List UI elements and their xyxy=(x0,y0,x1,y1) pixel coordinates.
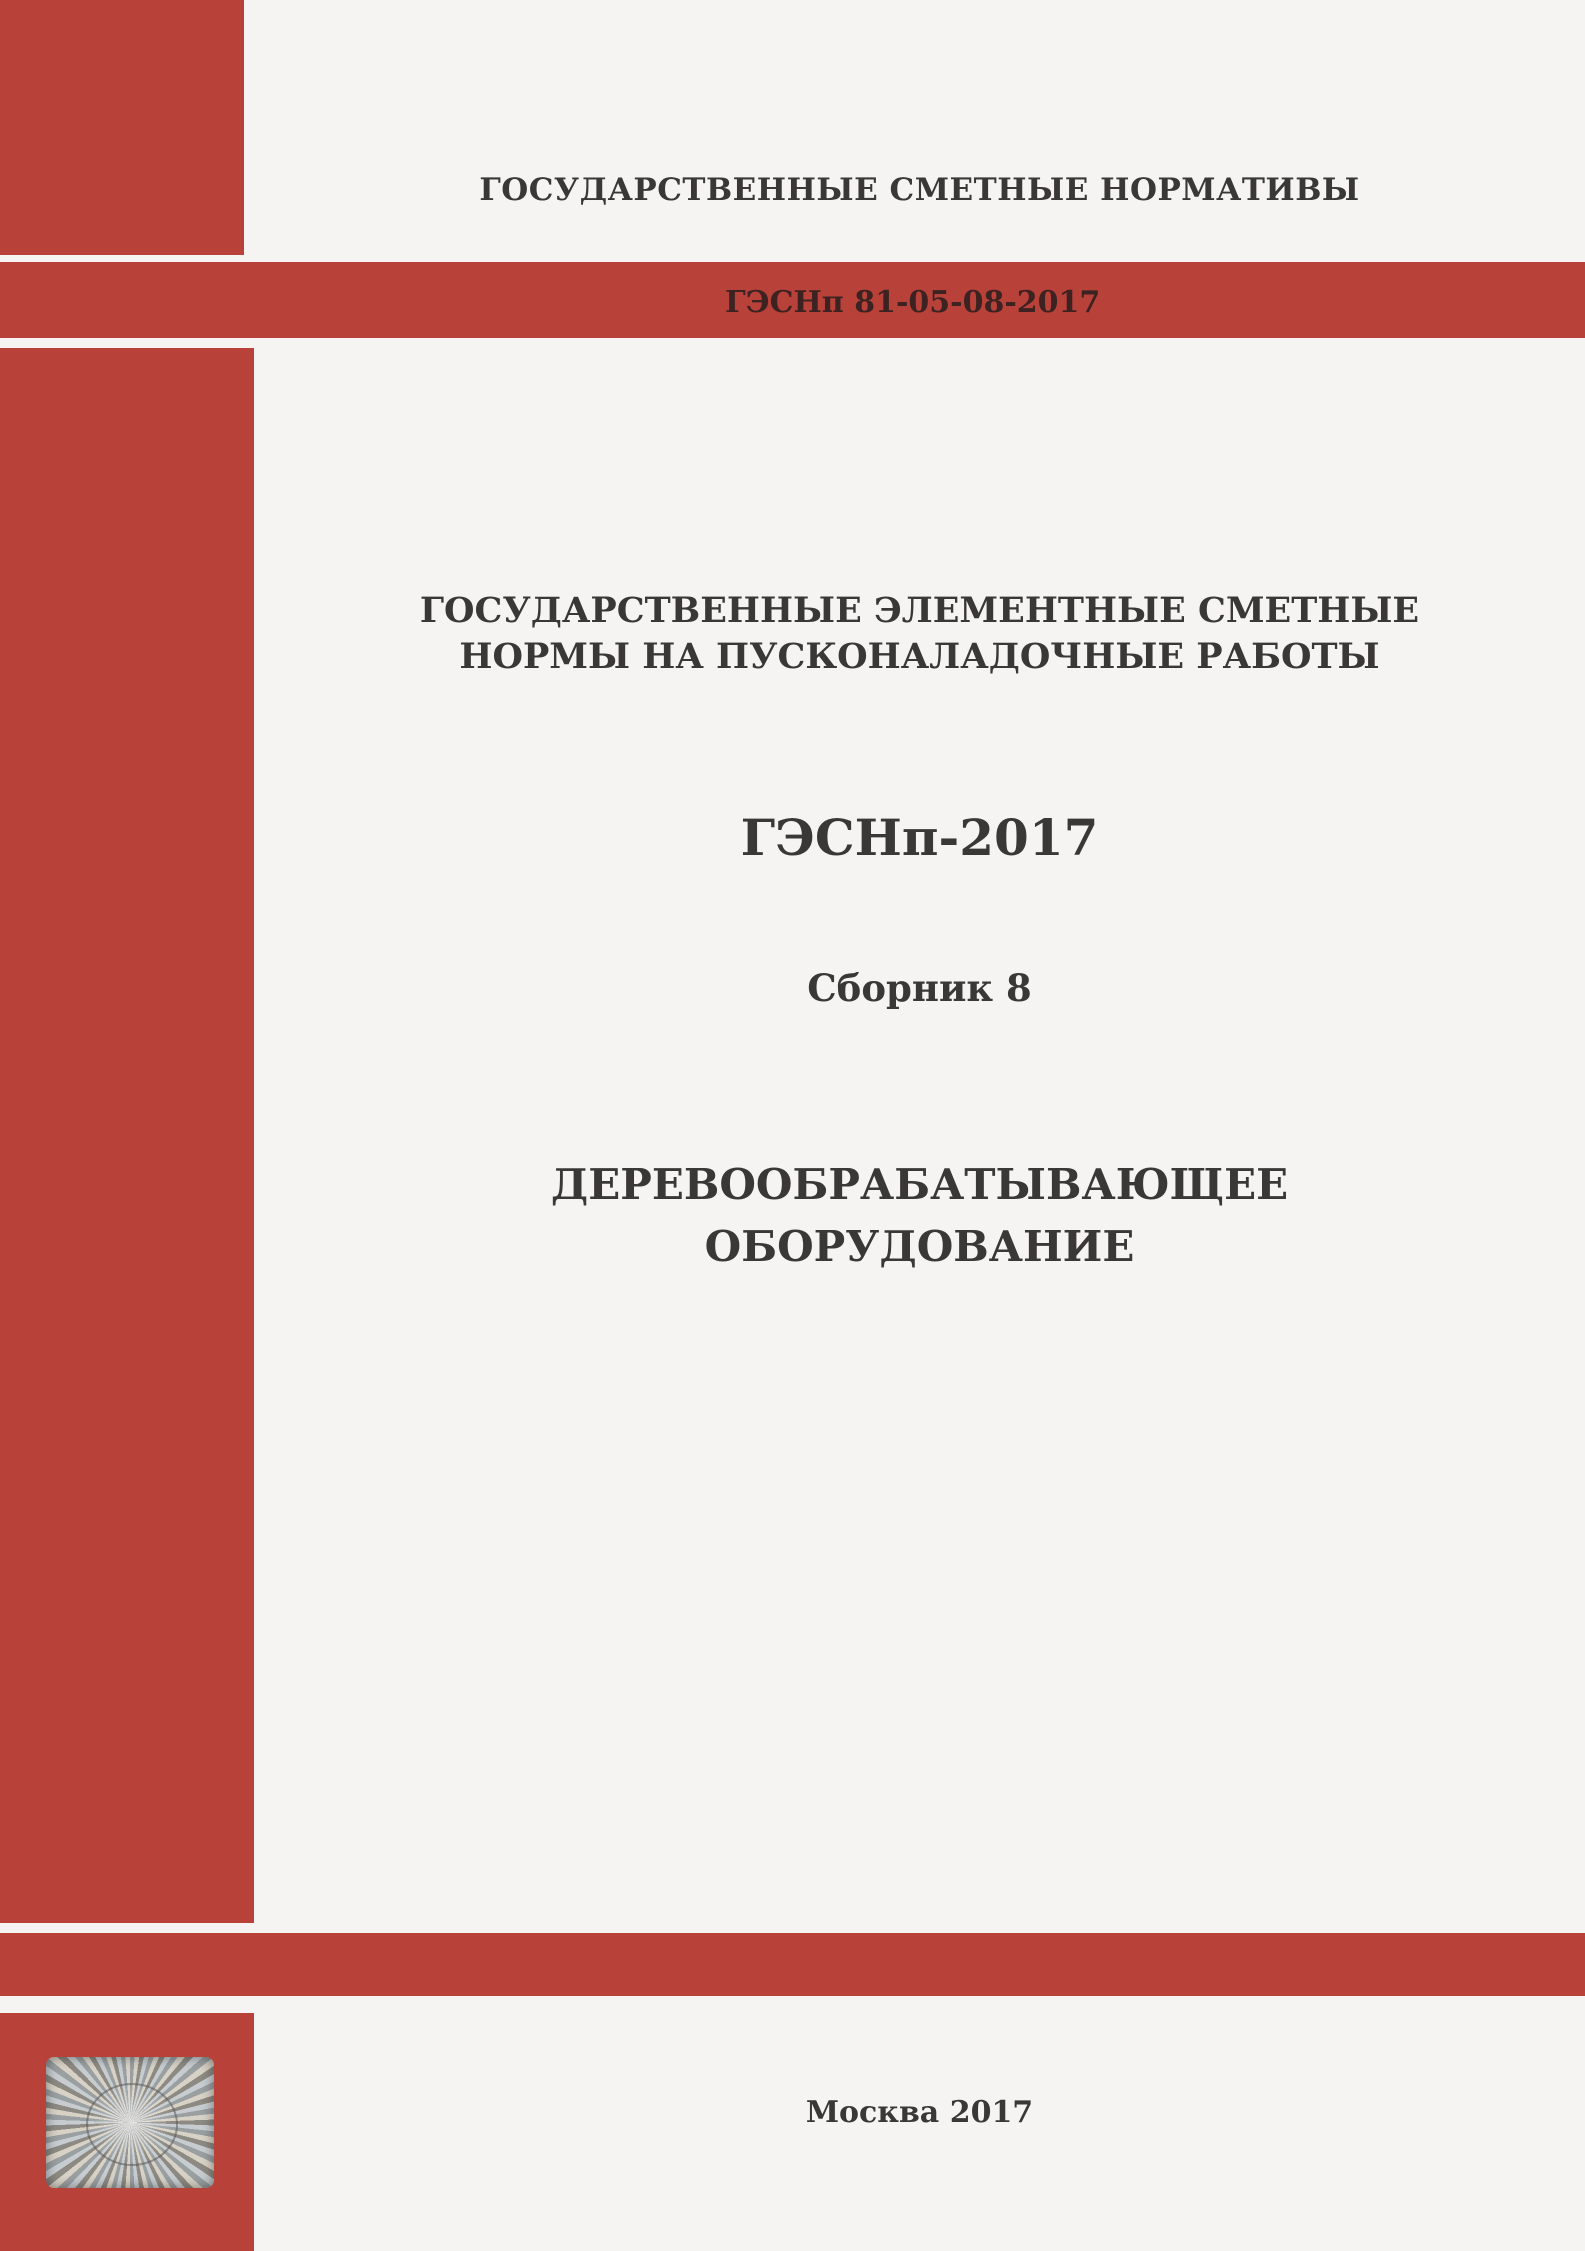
subject-line-1: ДЕРЕВООБРАБАТЫВАЮЩЕЕ xyxy=(550,1160,1289,1209)
red-band-left-middle xyxy=(0,348,254,1923)
hologram-ring xyxy=(86,2083,178,2166)
subject-title xyxy=(254,1154,1585,1278)
collection-number: Сборник 8 xyxy=(807,966,1032,1010)
city-year: Москва 2017 xyxy=(805,2095,1034,2130)
hologram-sticker-icon xyxy=(46,2057,214,2188)
subject-line-2: ОБОРУДОВАНИЕ xyxy=(704,1222,1135,1271)
main-title-line-1: ГОСУДАРСТВЕННЫЕ ЭЛЕМЕНТНЫЕ СМЕТНЫЕ xyxy=(419,590,1420,631)
main-title xyxy=(254,588,1585,680)
document-code: ГЭСНп 81-05-08-2017 xyxy=(725,285,1101,320)
series-header: ГОСУДАРСТВЕННЫЕ СМЕТНЫЕ НОРМАТИВЫ xyxy=(479,172,1360,208)
red-band-bottom xyxy=(0,1933,1585,1996)
main-title-line-2: НОРМЫ НА ПУСКОНАЛАДОЧНЫЕ РАБОТЫ xyxy=(459,636,1380,677)
red-band-left-top xyxy=(0,0,244,255)
short-code-title: ГЭСНп-2017 xyxy=(740,808,1099,867)
